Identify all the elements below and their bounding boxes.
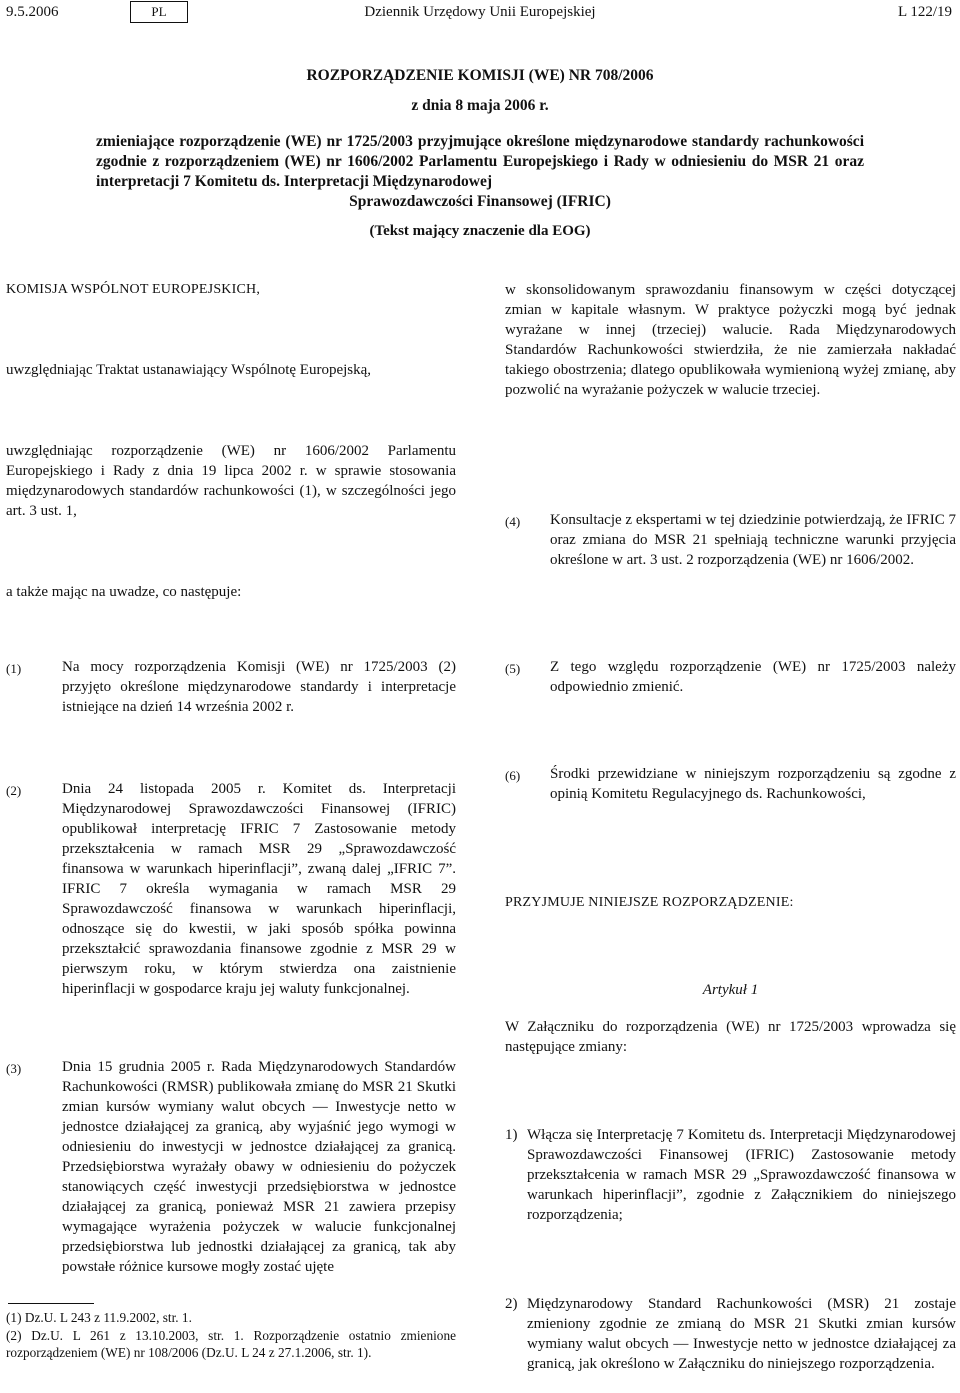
footnote-mark: (2) <box>6 1328 22 1343</box>
article-intro: W Załączniku do rozporządzenia (WE) nr 1725/2003 wprowadza się następujące zmiany: <box>505 1019 956 1055</box>
item-text: Dnia 15 grudnia 2005 r. Rada Międzynarodowych Standardów Rachunkowości (RMSR) publikowała zmianę do MSR 21 Skutki zmian kursów wymiany walut obcych — Inwestycje netto w jednostce działającej za granicą, aby wyjaśnić jego wymogi w odniesieniu do inwestycji w jednostce działającej za granicą. Przedsiębiorstwa wyrażały obawy w odniesieniu do pożyczek stanowiących część inwestycji przedsiębiorstwa w jednostce działającej za granicą, ponieważ MSR 21 zawiera przepisy wymagające wyrażenia pożyczek w walucie funkcjonalnej przedsiębiorstwa lub jednostki działającej za granicą, tak aby powstałe różnice kursowe mogły zostać ujęte <box>62 1059 456 1275</box>
footnote-text: Dz.U. L 261 z 13.10.2003, str. 1. Rozporządzenie ostatnio zmienione rozporządzeniem (WE) nr 108/2006 (Dz.U. L 24 z 27.1.2006, str. 1). <box>6 1328 456 1360</box>
page-reference: L 122/19 <box>897 4 952 20</box>
item-number: (2) <box>6 783 22 798</box>
item-text: Z tego względu rozporządzenie (WE) nr 1725/2003 należy odpowiednio zmienić. <box>550 659 956 695</box>
subtitle-main: zmieniające rozporządzenie (WE) nr 1725/2003 przyjmujące określone międzynarodowe standardy rachunkowości zgodnie z rozporządzeniem (WE) nr 1606/2002 Parlamentu Europejskiego i Rady w odniesieniu do MSR 21 oraz interpretacji 7 Komitetu ds. Interpretacji Międzynarodowej <box>96 133 864 190</box>
footnote-mark: (1) <box>6 1310 22 1325</box>
article-title: Artykuł 1 <box>702 982 759 998</box>
regulation-date: z dnia 8 maja 2006 r. <box>411 97 549 114</box>
footnote <box>6 1309 456 1326</box>
item-number: (4) <box>505 514 521 529</box>
regulation-title: ROZPORZĄDZENIE KOMISJI (WE) NR 708/2006 <box>306 67 654 84</box>
regulation-subtitle <box>96 132 864 212</box>
footnote <box>6 1327 456 1361</box>
point-text: Międzynarodowy Standard Rachunkowości (MSR) 21 zostaje zmieniony zgodnie ze zmianą do MSR 21 Skutki zmian kursów wymiany walut obcych — Inwestycje netto w jednostce działającej za granicą, jak określono w Załączniku do niniejszego rozporządzenia. <box>527 1296 956 1372</box>
subtitle-last-line: Sprawozdawczości Finansowej (IFRIC) <box>349 193 611 210</box>
item-text: Środki przewidziane w niniejszym rozporządzeniu są zgodne z opinią Komitetu Regulacyjnego ds. Rachunkowości, <box>550 766 956 802</box>
item-number: (5) <box>505 661 521 676</box>
recital-regulation: uwzględniając rozporządzenie (WE) nr 1606/2002 Parlamentu Europejskiego i Rady z dnia 19 lipca 2002 r. w sprawie stosowania międzynarodowych standardów rachunkowości (1), w szczególności jego art. 3 ust. 1, <box>6 443 456 519</box>
recital-whereas: a także mając na uwadze, co następuje: <box>6 584 242 600</box>
recital-continuation: w skonsolidowanym sprawozdaniu finansowym w części dotyczącej zmian w kapitale własnym. W praktyce pożyczki mogą być jednak wyrażane w innej (trzeciej) walucie. Rada Międzynarodowych Standardów Rachunkowości stwierdziła, że nie zamierzała nakładać takiego obostrzenia; dlatego opublikowała wymienioną wyżej zmianę, aby pozwolić na wyrażanie pożyczek w walucie trzeciej. <box>505 282 956 398</box>
item-number: (3) <box>6 1061 22 1076</box>
point-number: 2) <box>505 1296 518 1312</box>
item-text: Konsultacje z ekspertami w tej dziedzinie potwierdzają, że IFRIC 7 oraz zmiana do MSR 21 spełniają techniczne warunki przyjęcia określone w art. 3 ust. 2 rozporządzenia (WE) nr 1606/2002. <box>550 512 956 568</box>
item-text: Na mocy rozporządzenia Komisji (WE) nr 1725/2003 (2) przyjęto określone międzynarodowe standardy i interpretacje istniejące na dzień 14 września 2002 r. <box>62 659 456 715</box>
item-text: Dnia 24 listopada 2005 r. Komitet ds. Interpretacji Międzynarodowej Sprawozdawczości Finansowej (IFRIC) opublikował interpretację IFRIC 7 Zastosowanie metody przekształcenia w ramach MSR 29 „Sprawozdawczość finansowa w warunkach hiperinflacji”, zwaną dalej „IFRIC 7”. IFRIC 7 określa wymagania w ramach MSR 29 Sprawozdawczość finansowa w warunkach hiperinflacji, odnoszące się do kwestii, w jaki sposób spółka powinna przekształcić sprawozdania finansowe zgodnie z MSR 29 w pierwszym roku, w którym stwierdza ona zaistnienie hiperinflacji w gospodarce kraju jej waluty funkcjonalnej. <box>62 781 456 997</box>
item-number: (6) <box>505 768 521 783</box>
point-text: Włącza się Interpretację 7 Komitetu ds. Interpretacji Międzynarodowej Sprawozdawczości Finansowej (IFRIC) Zastosowanie metody przekształcenia w ramach MSR 29 „Sprawozdawczość finansowa w warunkach hiperinflacji”, zgodnie z Załącznikiem do niniejszego rozporządzenia; <box>527 1127 956 1223</box>
language-badge: PL <box>130 1 188 23</box>
journal-name: Dziennik Urzędowy Unii Europejskiej <box>364 4 596 20</box>
item-number: (1) <box>6 661 22 676</box>
footnote-text: Dz.U. L 243 z 11.9.2002, str. 1. <box>24 1310 192 1325</box>
journal-date: 9.5.2006 <box>6 4 59 20</box>
commission-heading: KOMISJA WSPÓLNOT EUROPEJSKICH, <box>6 282 261 297</box>
adopts-heading: PRZYJMUJE NINIEJSZE ROZPORZĄDZENIE: <box>505 895 794 910</box>
point-number: 1) <box>505 1127 518 1143</box>
recital-treaty: uwzględniając Traktat ustanawiający Wspólnotę Europejską, <box>6 362 372 378</box>
eea-note: (Tekst mający znaczenie dla EOG) <box>369 223 591 239</box>
footnote-separator <box>8 1303 94 1304</box>
